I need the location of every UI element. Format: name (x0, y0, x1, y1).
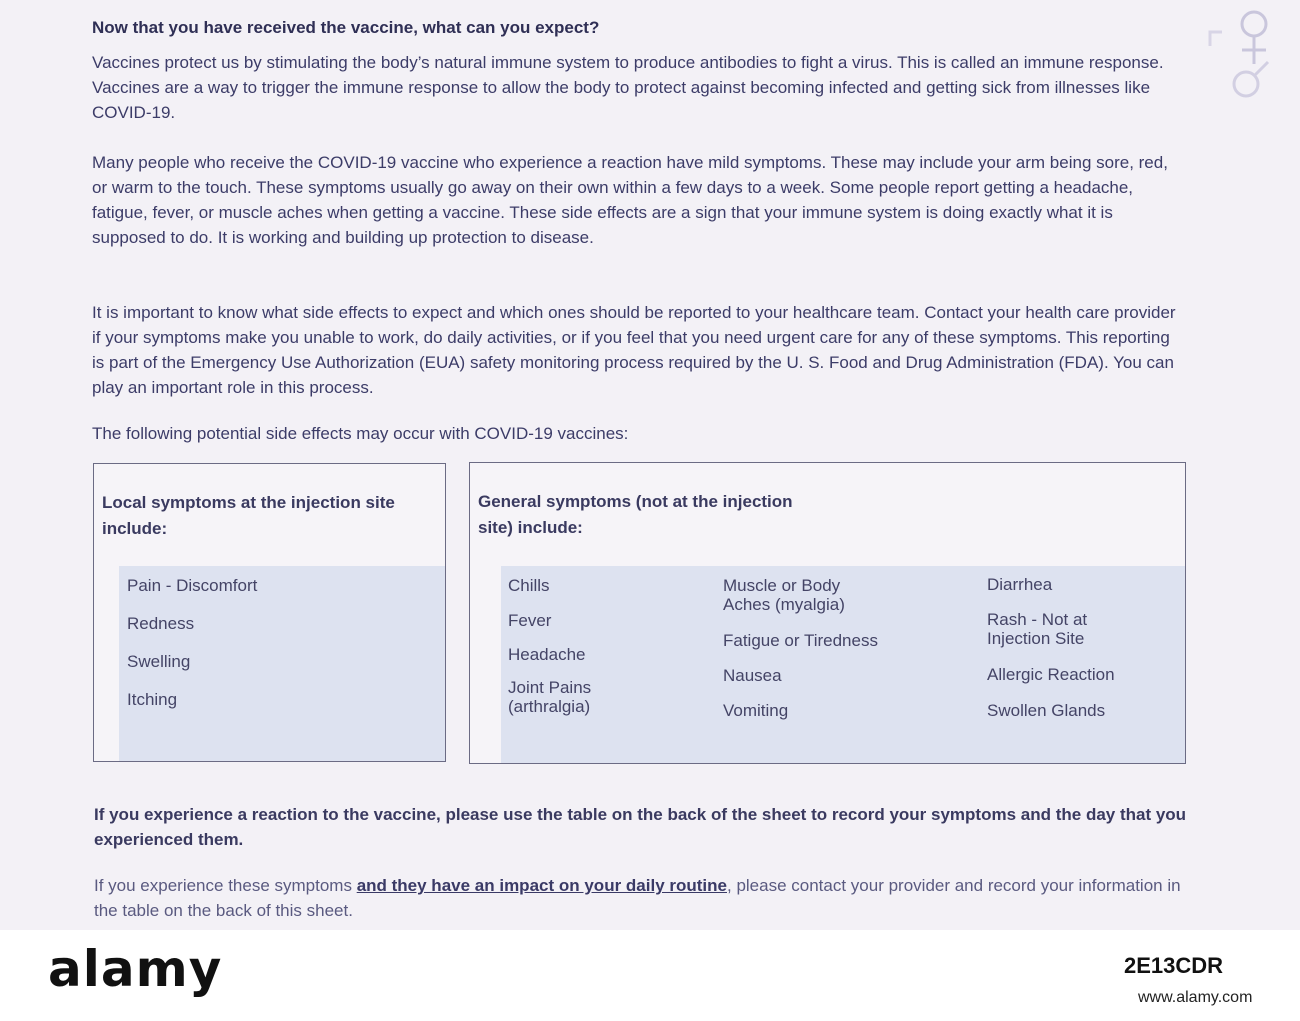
paragraph-reporting: It is important to know what side effects to expect and which ones should be reported to your healthcare team. Contact your health care provider if your symptoms make you unable to work, do daily activities, or if you feel that you need urgent care for any of these symptoms. This reporting is part of the Emergency Use Authorization (EUA) safety monitoring process required by the U. S. Food and Drug Administration (FDA). You can play an important role in this process. (92, 303, 1176, 397)
alamy-logo: alamy (48, 940, 223, 998)
reaction-note: If you experience a reaction to the vaccine, please use the table on the back of the sheet to record your symptoms and the day that you experienced them. (94, 805, 1187, 849)
general-symptom-item: Vomiting (723, 701, 789, 720)
site-url: www.alamy.com (1138, 989, 1253, 1006)
side-effects-intro: The following potential side effects may occur with COVID-19 vaccines: (92, 424, 629, 443)
general-symptom-item: Fever (508, 611, 552, 630)
paragraph-immune-response: Vaccines protect us by stimulating the body’s natural immune system to produce antibodies to fight a virus. This is called an immune response. Vaccines are a way to trigger the immune response to allow the body to protect against becoming infected and getting sick from illnesses like COVID-19. (92, 53, 1164, 122)
general-symptoms-title: General symptoms (not at the injection site) include: (478, 492, 793, 537)
general-symptom-item: Joint Pains (arthralgia) (508, 678, 592, 716)
page-heading: Now that you have received the vaccine, what can you expect? (92, 18, 600, 37)
local-symptoms-box (93, 463, 446, 762)
image-id: 2E13CDR (1124, 953, 1224, 978)
general-symptoms-box (469, 462, 1186, 764)
impact-note (94, 873, 1194, 923)
general-symptom-item: Fatigue or Tiredness (723, 631, 878, 650)
local-symptom-item: Redness (127, 614, 195, 633)
general-symptom-item: Nausea (723, 666, 782, 685)
impact-note-start: If you experience these symptoms (94, 876, 357, 895)
local-symptom-item: Swelling (127, 652, 191, 671)
local-symptom-item: Itching (127, 690, 178, 709)
gender-symbol-icon (1206, 2, 1296, 112)
general-symptom-item: Allergic Reaction (987, 665, 1115, 684)
general-symptom-item: Rash - Not at Injection Site (987, 610, 1088, 648)
local-symptom-item: Pain - Discomfort (127, 576, 258, 595)
paragraph-mild-symptoms: Many people who receive the COVID-19 vaccine who experience a reaction have mild symptoms. These may include your arm being sore, red, or warm to the touch. These symptoms usually go away on their own within a few days to a week. Some people report getting a headache, fatigue, fever, or muscle aches when getting a vaccine. These side effects are a sign that your immune system is doing exactly what it is supposed to do. It is working and building up protection to disease. (92, 153, 1168, 247)
general-symptom-item: Diarrhea (987, 575, 1053, 594)
general-symptom-item: Swollen Glands (987, 701, 1106, 720)
impact-note-emphasis: and they have an impact on your daily routine (356, 876, 727, 895)
local-symptoms-title: Local symptoms at the injection site include: (102, 493, 395, 538)
general-symptom-item: Muscle or Body Aches (myalgia) (723, 576, 845, 614)
impact-note-end: , please contact your provider and record your information in the table on the back of this sheet. (94, 876, 1181, 920)
general-symptom-item: Chills (508, 576, 550, 595)
general-symptom-item: Headache (508, 645, 586, 664)
